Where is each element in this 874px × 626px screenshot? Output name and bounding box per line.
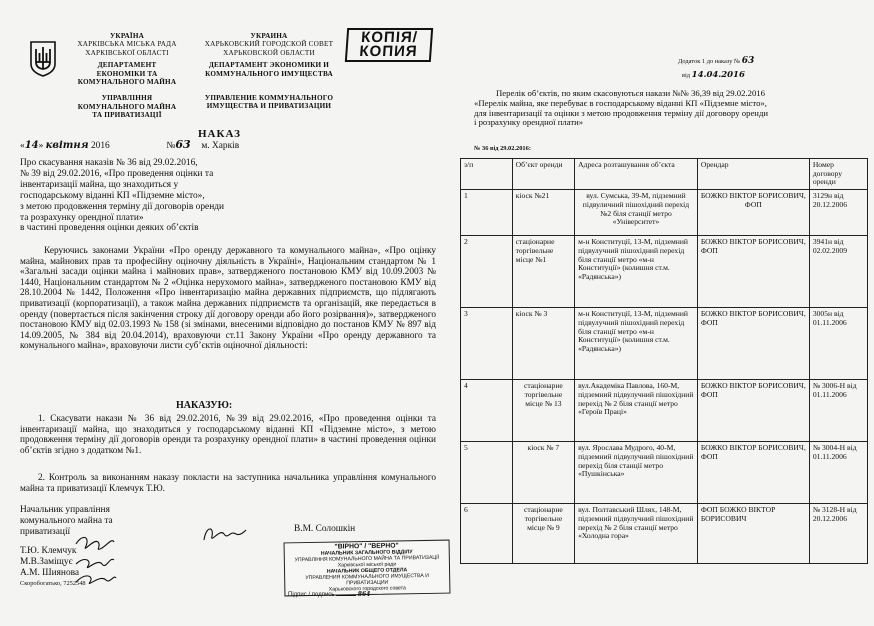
subject-line: № 39 від 29.02.2016, «Про проведення оцінки та bbox=[20, 168, 214, 179]
trident-coat-of-arms-icon bbox=[29, 40, 57, 78]
table-row bbox=[461, 190, 868, 236]
cell-tenant: БОЖКО ВІКТОР БОРИСОВИЧ, ФОП bbox=[697, 308, 809, 380]
col-header: з/п bbox=[461, 159, 513, 190]
approver-signatures-icon bbox=[72, 530, 118, 592]
subject-line: з метою продовження терміну дії договорів оренди bbox=[20, 201, 225, 212]
col-header: Адреса розташування об’єкта bbox=[575, 159, 698, 190]
rus-council-region: ХАРЬКОВСКОЙ ОБЛАСТИ bbox=[223, 48, 315, 57]
approver-name: М.В.Заміщує bbox=[20, 556, 73, 567]
cell-object: стаціонарне торгівельне місце № 13 bbox=[512, 380, 574, 442]
table-row bbox=[461, 236, 868, 308]
rus-mgmt-2: ИМУЩЕСТВА И ПРИВАТИЗАЦИИ bbox=[206, 102, 332, 111]
cell-tenant: БОЖКО ВІКТОР БОРИСОВИЧ, ФОП bbox=[697, 380, 809, 442]
ukr-mgmt: УПРАВЛІННЯ bbox=[101, 94, 153, 103]
rus-dept-2: КОММУНАЛЬНОГО ИМУЩЕСТВА bbox=[205, 69, 333, 78]
ukr-dept-3: КОМУНАЛЬНОГО МАЙНА bbox=[77, 78, 177, 87]
signer-title: Начальник управління комунального майна та приватизації bbox=[20, 505, 113, 537]
subject-line: інвентаризації майна, що знаходиться у bbox=[20, 179, 179, 190]
cell-tenant: БОЖКО ВІКТОР БОРИСОВИЧ, ФОП bbox=[697, 236, 809, 308]
table-header-row bbox=[461, 159, 868, 190]
cell-contract: 3129н від 20.12.2006 bbox=[809, 190, 867, 236]
table-row bbox=[461, 380, 868, 442]
copy-stamp-line-ru: КОПИЯ bbox=[358, 43, 419, 60]
cell-number: 1 bbox=[461, 190, 513, 236]
approver-name: Т.Ю. Клемчук bbox=[20, 546, 77, 556]
verified-copy-stamp: "ВІРНО" / "ВЕРНО" НАЧАЛЬНИК ЗАГАЛЬНОГО ВІДДІЛУ УПРАВЛІННЯ КОМУНАЛЬНОГО МАЙНА ТА ПРИВАТИЗАЦІЇ Харківської міської ради НАЧАЛЬНИК ОБЩЕГО ОТДЕЛА УПРАВЛЕНИЯ КОММУНАЛЬНОГО ИМУЩЕСТВА И ПРИВАТИЗАЦИИ Харьковского городского совета bbox=[284, 540, 451, 597]
cell-tenant: ФОП БОЖКО ВІКТОР БОРИСОВИЧ bbox=[697, 504, 809, 564]
cell-number: 3 bbox=[461, 308, 513, 380]
cell-object: стаціонарне торгівельне місце № 9 bbox=[512, 504, 574, 564]
order-date-line: «14» квітня 2016 №63 м. Харків bbox=[20, 138, 240, 151]
cell-number: 4 bbox=[461, 380, 513, 442]
order-command-heading: НАКАЗУЮ: bbox=[176, 400, 233, 411]
ukr-mgmt-3: ТА ПРИВАТИЗАЦІЇ bbox=[92, 111, 162, 120]
subject-line: Про скасування наказів № 36 від 29.02.2016, bbox=[20, 158, 198, 168]
cell-object: кіоск №21 bbox=[512, 190, 574, 236]
order-subject bbox=[20, 158, 280, 234]
order-number: 63 bbox=[175, 138, 191, 151]
stamp-signature-line: Підпис / подпись 864 bbox=[288, 591, 371, 598]
order-city: м. Харків bbox=[201, 141, 240, 151]
table-row bbox=[461, 308, 868, 380]
cell-address: вул. Полтавський Шлях, 148-М, підземний підвулучний пішохідний перехід № 2 біля станції метро «Холодна гора» bbox=[575, 504, 698, 564]
rus-mgmt: УПРАВЛЕНИЕ КОММУНАЛЬНОГО bbox=[204, 94, 334, 103]
rus-country: УКРАИНА bbox=[250, 32, 288, 40]
appendix-intro: Перелік об’єктів, по яким скасовуються накази №№ 36,39 від 29.02.2016 «Перелік майна, яке перебуває в господарському віданні КП «Підземне місто», для інвентаризації та оцінки з метою продовження терміну дії договору оренди і розрахунку орендної плати» bbox=[474, 88, 769, 128]
appendix-ref-number: 63 bbox=[741, 56, 755, 66]
stamp-sign-number: 864 bbox=[357, 591, 371, 598]
cell-tenant: БОЖКО ВІКТОР БОРИСОВИЧ, ФОП bbox=[697, 190, 809, 236]
ukr-country: УКРАЇНА bbox=[109, 32, 145, 40]
col-header: Номер договору оренди bbox=[809, 159, 867, 190]
cell-contract: № 3128-Н від 20.12.2006 bbox=[809, 504, 867, 564]
approver-name: А.М. Шиянова bbox=[20, 567, 80, 578]
cell-address: вул.Академіка Павлова, 160-М, підземний підвулучний пішохідний перехід № 2 біля станції метро «Героїв Праці» bbox=[575, 380, 698, 442]
cell-object: кіоск № 3 bbox=[512, 308, 574, 380]
appendix-sub-label: № 36 від 29.02.2016: bbox=[474, 145, 531, 152]
order-item-2: 2. Контроль за виконанням наказу покласти на заступника начальника управління комунального майна та приватизації Клемчук Т.Ю. bbox=[20, 473, 436, 494]
order-preamble: Керуючись законами України «Про оренду державного та комунального майна», «Про оцінку майна, майнових прав та професійну оціночну діяльність в Україні», Національним стандартом № 1 «Загальні засади оцінки майна і майнових прав», затвердженого постановою КМУ від 10.09.2003 № 1440, Національним стандартом № 2 «Оцінка нерухомого майна», затвердженого постановою КМУ від 28.10.2004 № 1442, Положення «Про інвентаризацію майна державних підприємств, що підлягають приватизації (корпоратизації), а також майна державних підприємств та організацій, яке передається в оренду (повертається після закінчення строку дії договору оренди або його розірвання)», затвердженого постановою КМУ від 02.03.1993 № 158 (зі змінами, внесеними відповідно до постанов КМУ № 897 від 14.09.2005, № 384 від 20.04.2014), враховуючи ст.11 Закону України «Про оренду державного та комунального майна», враховуючи листи суб’єктів оціночної діяльності: bbox=[20, 246, 436, 352]
appendix-date-value: 14.04.2016 bbox=[691, 70, 745, 80]
head-signature-icon bbox=[200, 522, 248, 548]
appendix-page bbox=[452, 0, 874, 626]
order-day: 14 bbox=[24, 140, 39, 151]
order-item-1: 1. Скасувати накази № 36 від 29.02.2016, №39 від 29.02.2016, «Про проведення оцінки та інвентаризації майна, що знаходиться у господарському віданні КП «Підземне місто», з метою продовження терміну дії договорів оренди та розрахунку орендної плати» в частині проведення оцінки об’єктів згідно з додатком №1. bbox=[20, 414, 436, 456]
order-month: квітня bbox=[45, 140, 89, 151]
subject-line: в частині проведення оцінки деяких об’єктів bbox=[20, 223, 199, 234]
cell-address: вул. Ярослава Мудрого, 40-М, підземний підвулучний пішохідний перехід біля станції метро «Пушкінська» bbox=[575, 442, 698, 504]
col-header: Об’єкт оренди bbox=[512, 159, 574, 190]
cell-number: 2 bbox=[461, 236, 513, 308]
ukr-dept: ДЕПАРТАМЕНТ bbox=[97, 61, 157, 70]
objects-table bbox=[460, 158, 868, 564]
rus-council: ХАРЬКОВСКИЙ ГОРОДСКОЙ СОВЕТ bbox=[204, 40, 334, 49]
cell-tenant: БОЖКО ВІКТОР БОРИСОВИЧ, ФОП bbox=[697, 442, 809, 504]
rus-header bbox=[196, 32, 342, 111]
ukr-council-region: ХАРКІВСЬКОЇ ОБЛАСТІ bbox=[85, 48, 169, 57]
order-year: 2016 bbox=[90, 141, 110, 151]
cell-address: м-н Конституції, 13-М, підземний підвулучний пішохідний перехід біля станції метро «м-н Конституції» (колишня ст.м. «Радянська») bbox=[575, 308, 698, 380]
executor-note: Скоробогатько, 7252548 bbox=[20, 580, 86, 587]
subject-line: господарському віданні КП «Підземне місто», bbox=[20, 190, 205, 201]
cell-object: стаціонарне торгівельне місце №1 bbox=[512, 236, 574, 308]
cell-number: 5 bbox=[461, 442, 513, 504]
appendix-ref-date: від 14.04.2016 bbox=[682, 70, 745, 80]
rus-dept: ДЕПАРТАМЕНТ ЭКОНОМИКИ И bbox=[208, 61, 330, 70]
cell-address: м-н Конституції, 13-М, підземний підвулучний пішохідний перехід біля станції метро «м-н Конституції» (колишня ст.м. «Радянська») bbox=[575, 236, 698, 308]
cell-contract: № 3006-Н від 01.11.2006 bbox=[809, 380, 867, 442]
ukr-council: ХАРКІВСЬКА МІСЬКА РАДА bbox=[77, 40, 177, 49]
table-row bbox=[461, 442, 868, 504]
cell-contract: 3941н від 02.02.2009 bbox=[809, 236, 867, 308]
ukr-dept-2: ЕКОНОМІКИ ТА bbox=[96, 69, 158, 78]
cell-contract: 3005н від 01.11.2006 bbox=[809, 308, 867, 380]
subject-line: та розрахунку орендної плати» bbox=[20, 212, 144, 223]
copy-stamp bbox=[345, 28, 433, 62]
table-row bbox=[461, 504, 868, 564]
ukr-mgmt-2: КОМУНАЛЬНОГО МАЙНА bbox=[77, 102, 177, 111]
col-header: Орендар bbox=[697, 159, 809, 190]
appendix-ref: Додаток 1 до наказу № 63 bbox=[678, 56, 755, 66]
copy-stamp-line-ua: КОПІЯ/ bbox=[360, 29, 419, 46]
ukr-header bbox=[62, 32, 192, 120]
cell-address: вул. Сумська, 39-М, підземний підвуличний пішохідний перехід №2 біля станції метро «Університет» bbox=[575, 190, 698, 236]
cell-number: 6 bbox=[461, 504, 513, 564]
cell-contract: № 3004-Н від 01.11.2006 bbox=[809, 442, 867, 504]
head-name: В.М. Солошкін bbox=[294, 524, 356, 534]
order-title: НАКАЗ bbox=[198, 128, 241, 140]
cell-object: кіоск № 7 bbox=[512, 442, 574, 504]
